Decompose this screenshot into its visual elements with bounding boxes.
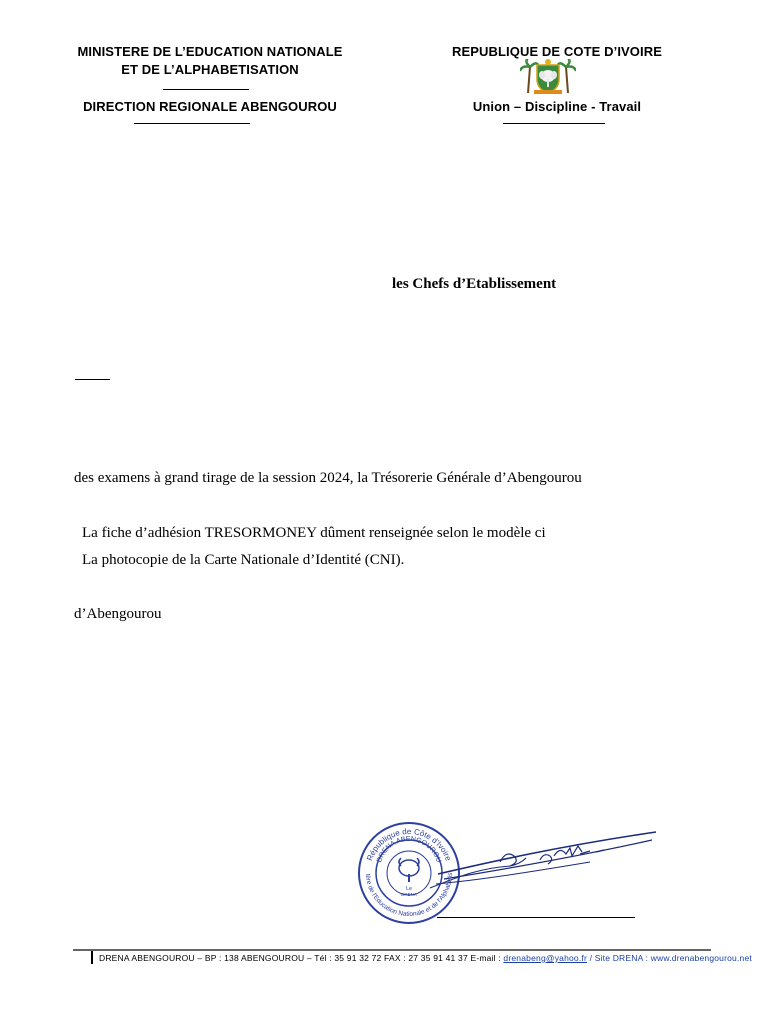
footer-email-link[interactable]: drenabeng@yahoo.fr bbox=[503, 953, 588, 963]
footer-top-rule bbox=[73, 949, 711, 951]
footer-contact bbox=[99, 953, 752, 963]
footer-site-link[interactable]: www.drenabengourou.net bbox=[650, 953, 752, 963]
footer-contact-text: DRENA ABENGOUROU – BP : 138 ABENGOUROU – Tél : 35 91 32 72 FAX : 27 35 91 41 37 E-mail : bbox=[99, 953, 504, 963]
header-left-divider-1 bbox=[163, 89, 249, 90]
header-right-divider bbox=[503, 123, 605, 124]
body-list-item-2: La photocopie de la Carte Nationale d’Identité (CNI). bbox=[82, 552, 405, 568]
recipient-line: les Chefs d’Etablissement bbox=[392, 276, 557, 292]
signature-line bbox=[437, 917, 635, 918]
stamp-inner-text: DRENA ABENGOUROU bbox=[376, 835, 442, 864]
ministry-line-2: ET DE L’ALPHABETISATION bbox=[121, 62, 299, 77]
footer-left-bar bbox=[91, 951, 93, 964]
stamp-outer-text: République de Côte d'Ivoire bbox=[365, 826, 453, 863]
ministry-name bbox=[74, 44, 346, 77]
stamp-center-label: Le bbox=[405, 886, 413, 892]
short-divider bbox=[75, 379, 110, 380]
ministry-line-1: MINISTERE DE L’EDUCATION NATIONALE bbox=[77, 44, 343, 59]
regional-direction: DIRECTION REGIONALE ABENGOUROU bbox=[83, 99, 337, 114]
national-motto: Union – Discipline - Travail bbox=[472, 99, 642, 114]
stamp-center-label-2: DRENA bbox=[401, 892, 417, 897]
body-paragraph-1: des examens à grand tirage de la session 2024, la Trésorerie Générale d’Abengourou bbox=[74, 470, 582, 486]
handwritten-signature bbox=[420, 826, 665, 896]
stamp-bottom-text: tère de l'Education Nationale et de l'Alphabétis bbox=[363, 872, 455, 919]
body-list-item-1: La fiche d’adhésion TRESORMONEY dûment renseignée selon le modèle ci bbox=[82, 525, 546, 541]
body-paragraph-2: d’Abengourou bbox=[74, 606, 162, 622]
footer-site-label: / Site DRENA : bbox=[587, 953, 651, 963]
republic-name: REPUBLIQUE DE COTE D’IVOIRE bbox=[451, 44, 662, 59]
header-left-divider-2 bbox=[134, 123, 250, 124]
coat-of-arms-emblem bbox=[520, 59, 576, 95]
